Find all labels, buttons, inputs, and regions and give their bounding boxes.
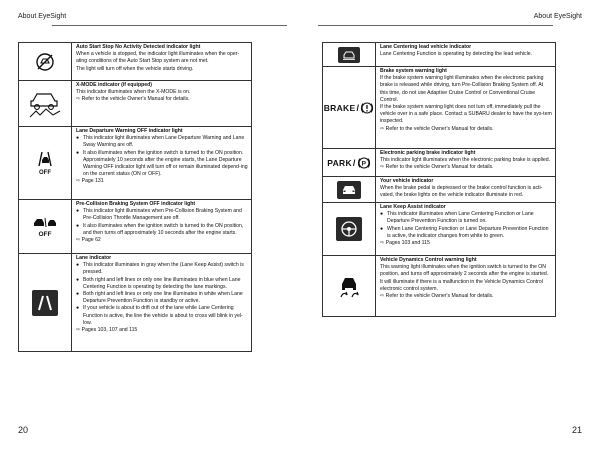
left-page-number: 20 — [18, 425, 29, 435]
right-indicator-table — [322, 42, 556, 317]
bullet-item: ● Both right and left lines or only one line illuminates in white when Lane Departure Prevention Function is standby or active. — [76, 291, 243, 305]
bullet-item: ● When Lane Centering Function or Lane Departure Prevention Function is active, the indicator changes from white to green. — [380, 225, 549, 239]
svg-text:P: P — [361, 159, 367, 167]
row-text: When a vehicle is stopped, the indicator light illuminates when the oper-ating conditions of the Auto Start Stop system are not met. — [76, 51, 240, 65]
text-cell — [72, 254, 251, 351]
arrow-icon: ⇨ — [380, 164, 385, 171]
row-text: When the brake pedal is depressed or the brake control function is acti-vated, the brake lights on the vehicle indicator illuminate in red. — [380, 185, 543, 199]
row-title: Your vehicle indicator — [380, 178, 434, 184]
bullet-item: ● If your vehicle is about to drift out of the lane while Lane Centering Function is active, the line the vehicle is about to cross will blink in yel-low. — [76, 305, 243, 326]
icon-cell — [323, 43, 376, 66]
text-cell — [376, 203, 555, 255]
table-row — [323, 67, 555, 149]
text-cell — [72, 43, 251, 80]
icon-cell — [323, 256, 376, 316]
row-title: Vehicle Dynamics Control warning light — [380, 257, 477, 263]
x-mode-icon — [27, 87, 63, 121]
arrow-icon: ⇨ — [380, 293, 385, 300]
arrow-icon: ⇨ — [76, 327, 81, 334]
table-row — [19, 127, 251, 200]
row-text: This warning light illuminates when the ignition switch is turned to the ON position, and turns off approximately 2 seconds after the engine is started. It will illuminate if there is a malfunction in the Vehicle Dynamics Control electronic control system. — [380, 264, 549, 292]
text-cell — [376, 177, 555, 202]
reference — [76, 178, 248, 185]
reference — [76, 96, 248, 103]
reference-text[interactable]: Pages 103, 107 and 115 — [81, 327, 138, 334]
table-row — [19, 43, 251, 81]
reference — [380, 126, 552, 133]
electronic-parking-brake-icon: PARK / P — [327, 156, 370, 170]
right-page-header: About EyeSight — [533, 13, 582, 20]
reference-text[interactable]: Refer to the vehicle Owner's Manual for details. — [385, 125, 494, 132]
table-row — [19, 254, 251, 352]
icon-cell — [323, 177, 376, 202]
icon-cell — [323, 149, 376, 176]
bullet-item: ● This indicator light illuminates when Pre-Collision Braking System and Pre-Collision Throttle Management are off. — [76, 208, 242, 222]
table-row — [323, 149, 555, 177]
reference-text[interactable]: Refer to the vehicle Owner's Manual for details. — [385, 164, 494, 171]
reference-text[interactable]: Pages 103 and 115 — [385, 240, 430, 247]
reference — [380, 240, 552, 247]
bullet-item: ● This indicator illuminates when Lane Centering Function or Lane Departure Prevention Function is turned on. — [380, 211, 534, 225]
row-title: Lane Centering lead vehicle indicator — [380, 44, 472, 50]
table-row — [323, 203, 555, 256]
table-row — [19, 200, 251, 254]
pre-collision-braking-off-icon — [31, 215, 59, 239]
auto-start-stop-no-activity-icon — [34, 51, 56, 73]
icon-cell — [19, 254, 72, 351]
brake-system-warning-icon: BRAKE / — [324, 101, 375, 115]
reference-text[interactable]: Page 62 — [81, 237, 101, 244]
text-cell — [376, 43, 555, 66]
row-title: X-MODE indicator (if equipped) — [76, 82, 152, 88]
icon-cell — [19, 81, 72, 126]
row-title: Electronic parking brake indicator light — [380, 150, 476, 156]
arrow-icon: ⇨ — [380, 240, 385, 247]
row-text: If the brake system warning light illuminates when the electronic parking brake is released while driving, turn Pre-Collision Braking System off. At this time, do not use Adaptive Cruise Control or Conventional Cruise Control. — [380, 75, 544, 103]
left-top-rule — [52, 25, 287, 26]
table-row — [323, 256, 555, 317]
reference — [380, 164, 552, 171]
icon-cell — [19, 127, 72, 199]
arrow-icon: ⇨ — [76, 178, 81, 185]
lane-keep-assist-indicator-icon — [336, 217, 362, 241]
bullet-item: ● This indicator light illuminates when Lane Departure Warning and Lane Sway Warning are off. — [76, 135, 245, 149]
bullet-item: ● Both right and left lines or only one line illuminates in blue when Lane Centering Function is operating by detecting the lane markings. — [76, 276, 241, 290]
row-text: This indicator light illuminates when the electronic parking brake is applied. — [380, 157, 551, 164]
text-cell — [376, 149, 555, 176]
table-row — [19, 81, 251, 127]
row-title: Brake system warning light — [380, 68, 447, 74]
arrow-icon: ⇨ — [76, 96, 81, 103]
bullet-item: ● This indicator illuminates in gray when the (Lane Keep Assist) switch is pressed. — [76, 262, 244, 276]
right-page-number: 21 — [571, 425, 582, 435]
svg-text:OFF: OFF — [39, 170, 51, 176]
row-title: Lane Keep Assist indicator — [380, 204, 446, 210]
text-cell — [376, 67, 555, 148]
bullet-item: ● It also illuminates when the ignition switch is turned to the ON position, and then turns off approximately 10 seconds after the engine starts. — [76, 222, 244, 236]
row-title: Pre-Collision Braking System OFF indicator light — [76, 201, 196, 207]
right-top-rule — [318, 25, 553, 26]
row-text: Lane Centering Function is operating by detecting the lead vehicle. — [380, 51, 533, 58]
row-text: If the brake system warning light does not turn off, immediately pull the vehicle over in a safe place. Contact a SUBARU dealer to have the sys-tem inspected. — [380, 104, 552, 125]
svg-text:OFF: OFF — [38, 230, 52, 238]
left-page-header: About EyeSight — [18, 13, 67, 20]
lane-centering-lead-vehicle-icon — [338, 47, 360, 63]
text-cell — [72, 127, 251, 199]
text-cell — [376, 256, 555, 316]
row-text: This indicator illuminates when the X-MODE is on. — [76, 89, 191, 96]
arrow-icon: ⇨ — [380, 125, 385, 132]
reference-text[interactable]: Refer to the vehicle Owner's Manual for details. — [385, 293, 494, 300]
reference — [76, 237, 248, 244]
table-row — [323, 177, 555, 203]
icon-cell — [323, 67, 376, 148]
arrow-icon: ⇨ — [76, 237, 81, 244]
row-title: Lane Departure Warning OFF indicator light — [76, 128, 183, 134]
your-vehicle-indicator-icon — [337, 181, 361, 199]
text-cell — [72, 81, 251, 126]
row-text: The light will turn off when the vehicle starts driving. — [76, 65, 194, 72]
icon-cell — [19, 43, 72, 80]
lane-indicator-icon — [32, 290, 58, 316]
reference — [380, 293, 552, 300]
bullet-item: ● It also illuminates when the ignition switch is turned to the ON position. Approximately 10 seconds after the engine starts, the Lane Departure Warning OFF indicator light will turn off or remain illuminated depend-ing on the current status (ON or OFF). — [76, 149, 248, 178]
row-title: Lane indicator — [76, 255, 112, 261]
text-cell — [72, 200, 251, 253]
table-row — [323, 43, 555, 67]
icon-cell — [19, 200, 72, 253]
left-indicator-table — [18, 42, 252, 352]
lane-departure-warning-off-icon — [34, 150, 56, 176]
reference — [76, 327, 248, 334]
vehicle-dynamics-control-warning-icon — [337, 273, 361, 299]
reference-text[interactable]: Refer to the vehicle Owner's Manual for details. — [81, 96, 190, 103]
row-title: Auto Start Stop No Activity Detected indicator light — [76, 44, 201, 50]
icon-cell — [323, 203, 376, 255]
reference-text[interactable]: Page 131 — [81, 178, 104, 185]
